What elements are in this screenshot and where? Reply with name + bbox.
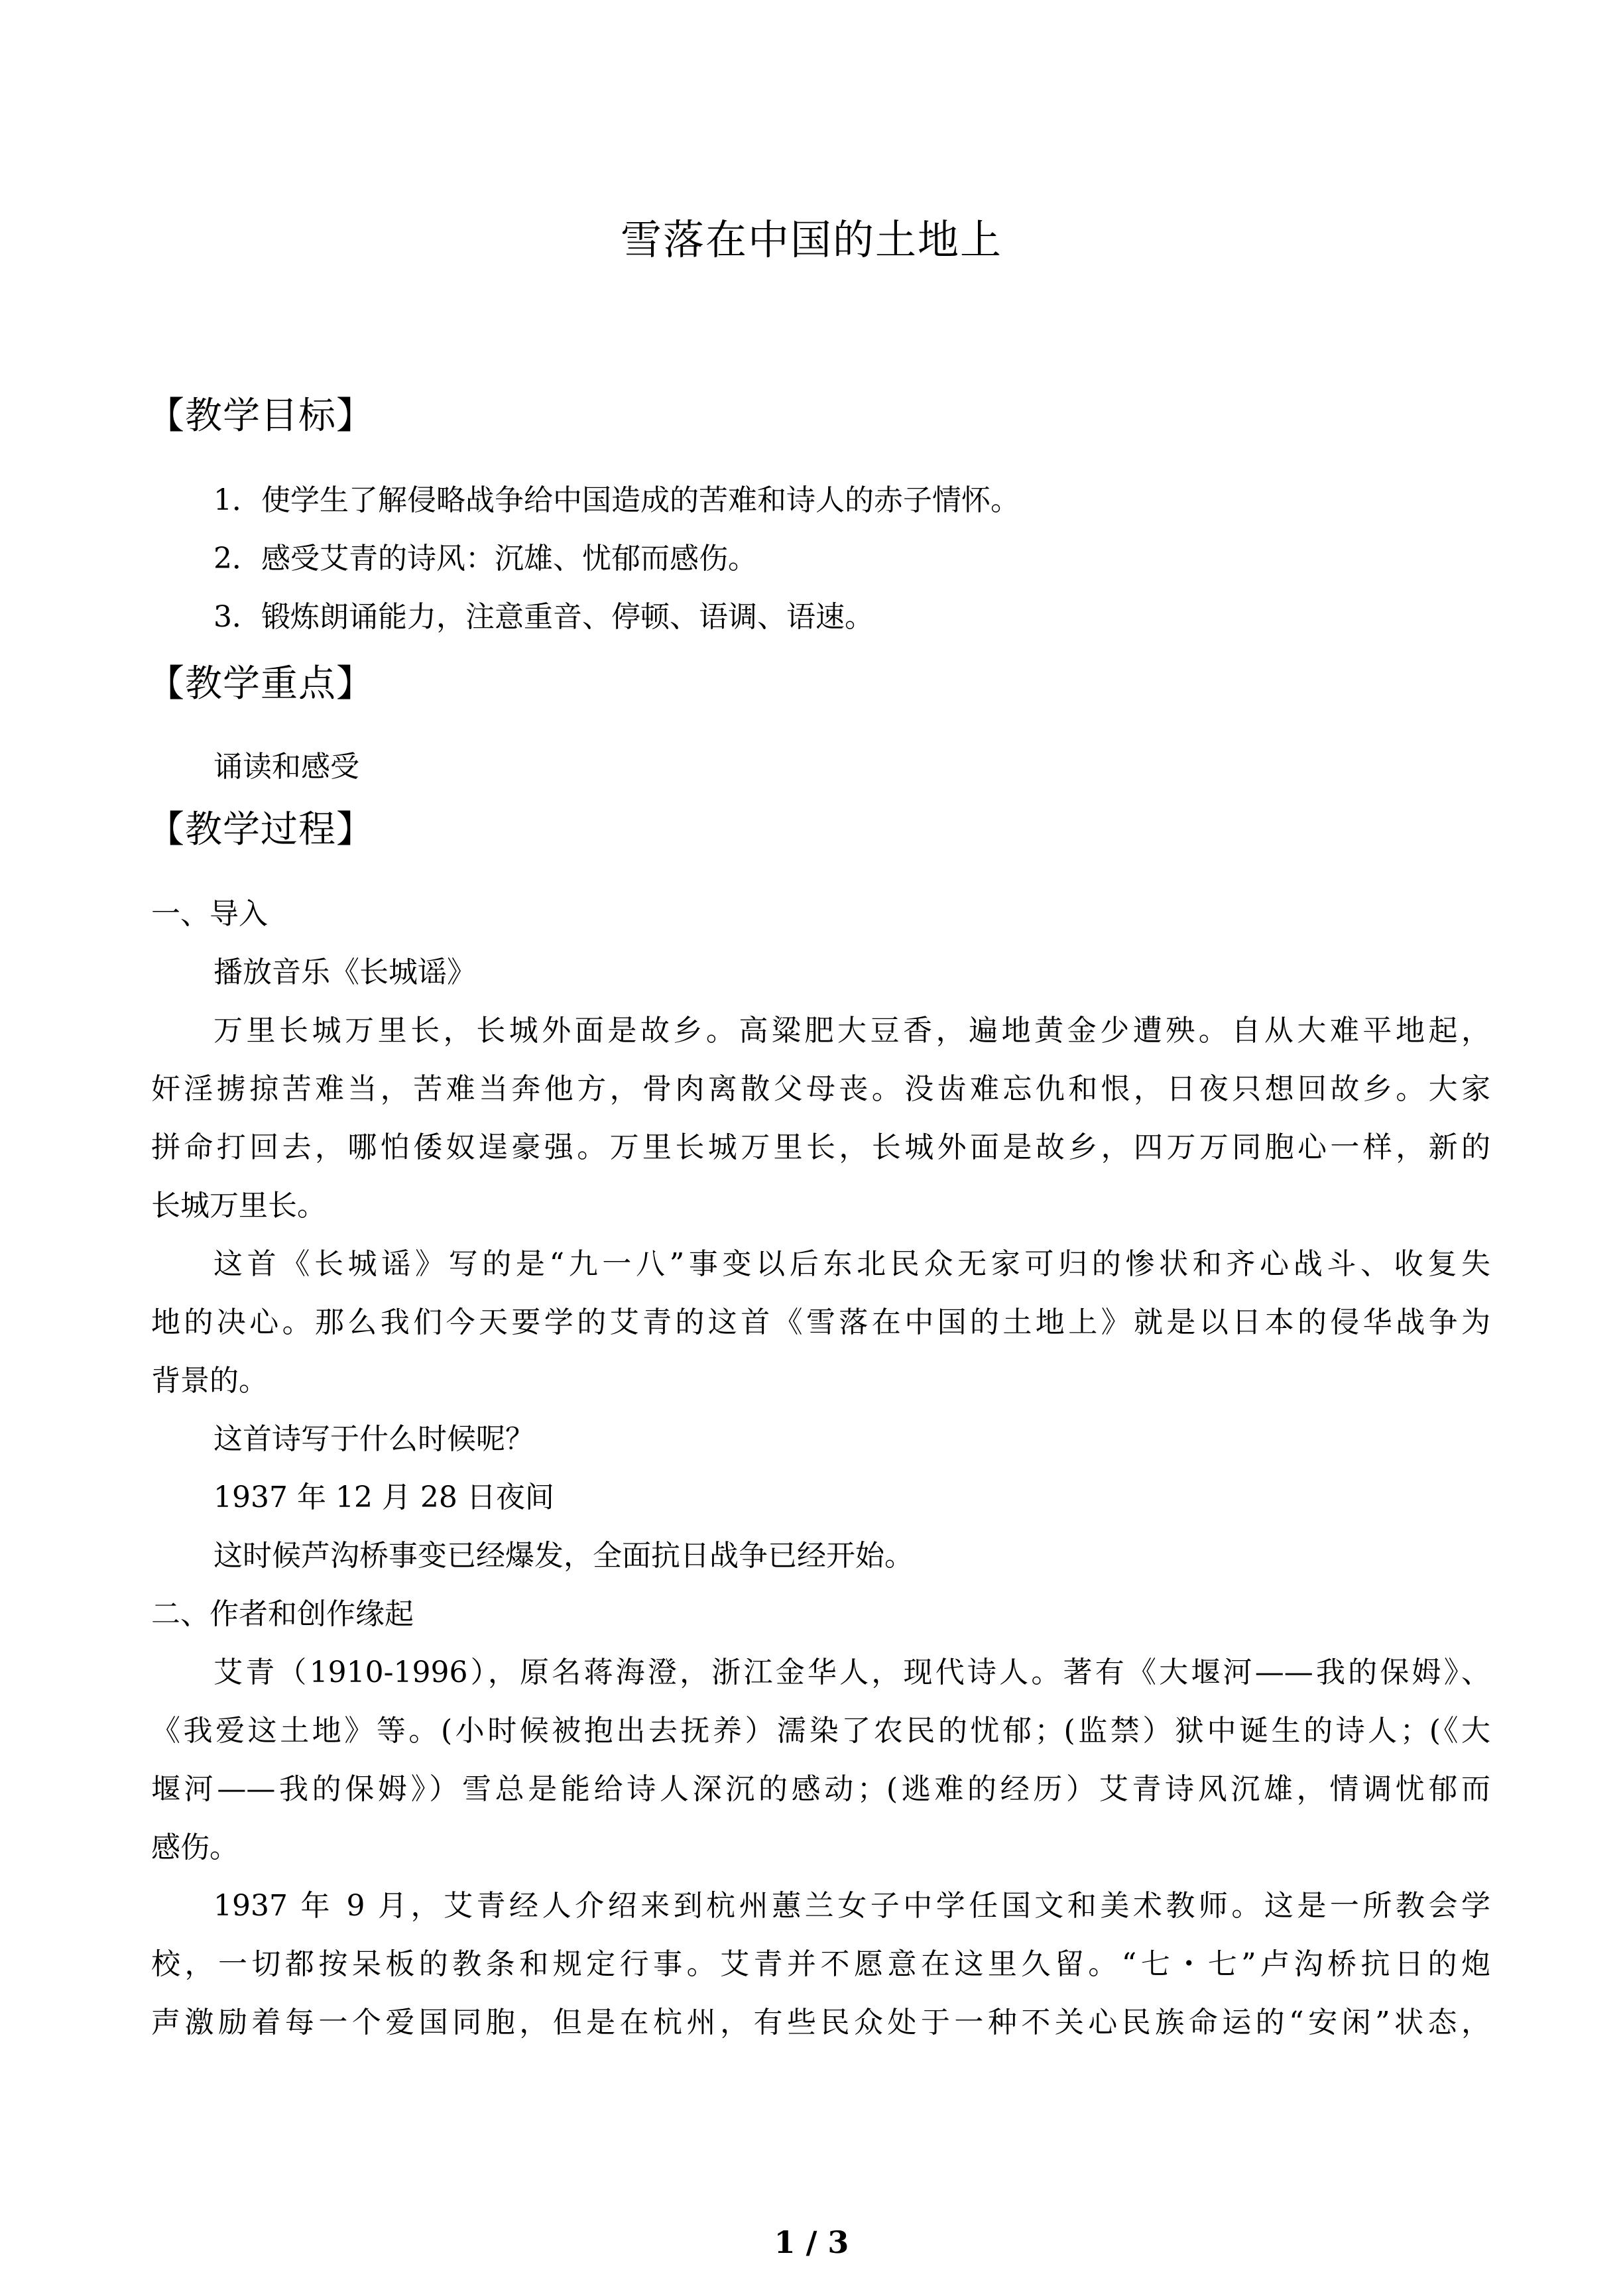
intro-line-3: 背景的。 [151, 1364, 268, 1398]
intro-line-2: 地的决心。那么我们今天要学的艾青的这首《雪落在中国的土地上》就是以日本的侵华战争为 [151, 1305, 1490, 1339]
author-line-2: 《我爱这土地》等。(小时候被抱出去抚养）濡染了农民的忧郁；(监禁）狱中诞生的诗人；(《大 [151, 1714, 1490, 1748]
section-1-title: 一、导入 [151, 897, 268, 931]
author-line-1: 艾青（1910-1996），原名蒋海澄，浙江金华人，现代诗人。著有《大堰河——我的保姆》、 [213, 1656, 1490, 1689]
lyrics-line-3: 拼命打回去，哪怕倭奴逞豪强。万里长城万里长，长城外面是故乡，四万万同胞心一样，新的 [151, 1130, 1490, 1164]
background-line-1: 1937 年 9 月，艾青经人介绍来到杭州蕙兰女子中学任国文和美术教师。这是一所教会学 [213, 1889, 1490, 1923]
author-line-4: 感伤。 [151, 1831, 239, 1864]
music-line: 播放音乐《长城谣》 [213, 955, 476, 989]
context-line: 这时候芦沟桥事变已经爆发，全面抗日战争已经开始。 [213, 1539, 914, 1573]
date-line: 1937 年 12 月 28 日夜间 [213, 1480, 554, 1514]
document-title: 雪落在中国的土地上 [620, 215, 1002, 264]
objective-item-3: 3．锻炼朗诵能力，注意重音、停顿、语调、语速。 [213, 600, 874, 634]
lyrics-line-2: 奸淫掳掠苦难当，苦难当奔他方，骨肉离散父母丧。没齿难忘仇和恨，日夜只想回故乡。大家 [151, 1072, 1490, 1106]
objectives-heading: 【教学目标】 [147, 394, 374, 438]
process-heading: 【教学过程】 [147, 808, 374, 851]
background-line-2: 校，一切都按呆板的教条和规定行事。艾青并不愿意在这里久留。“七・七”卢沟桥抗日的炮 [151, 1947, 1490, 1981]
lyrics-line-4: 长城万里长。 [151, 1189, 326, 1223]
lyrics-line-1: 万里长城万里长，长城外面是故乡。高粱肥大豆香，遍地黄金少遭殃。自从大难平地起， [213, 1014, 1490, 1048]
objective-item-2: 2．感受艾青的诗风：沉雄、忧郁而感伤。 [213, 542, 757, 575]
focus-text: 诵读和感受 [213, 750, 359, 784]
question-line: 这首诗写于什么时候呢？ [213, 1422, 534, 1456]
intro-line-1: 这首《长城谣》写的是“九一八”事变以后东北民众无家可归的惨状和齐心战斗、收复失 [213, 1247, 1490, 1281]
focus-heading: 【教学重点】 [147, 662, 374, 705]
objective-item-1: 1．使学生了解侵略战争给中国造成的苦难和诗人的赤子情怀。 [213, 483, 1020, 517]
section-2-title: 二、作者和创作缘起 [151, 1597, 414, 1631]
background-line-3: 声激励着每一个爱国同胞，但是在杭州，有些民众处于一种不关心民族命运的“安闲”状态， [151, 2006, 1490, 2039]
author-line-3: 堰河——我的保姆》）雪总是能给诗人深沉的感动；(逃难的经历）艾青诗风沉雄，情调忧郁而 [151, 1772, 1490, 1806]
page-number: 1 / 3 [774, 2224, 849, 2260]
